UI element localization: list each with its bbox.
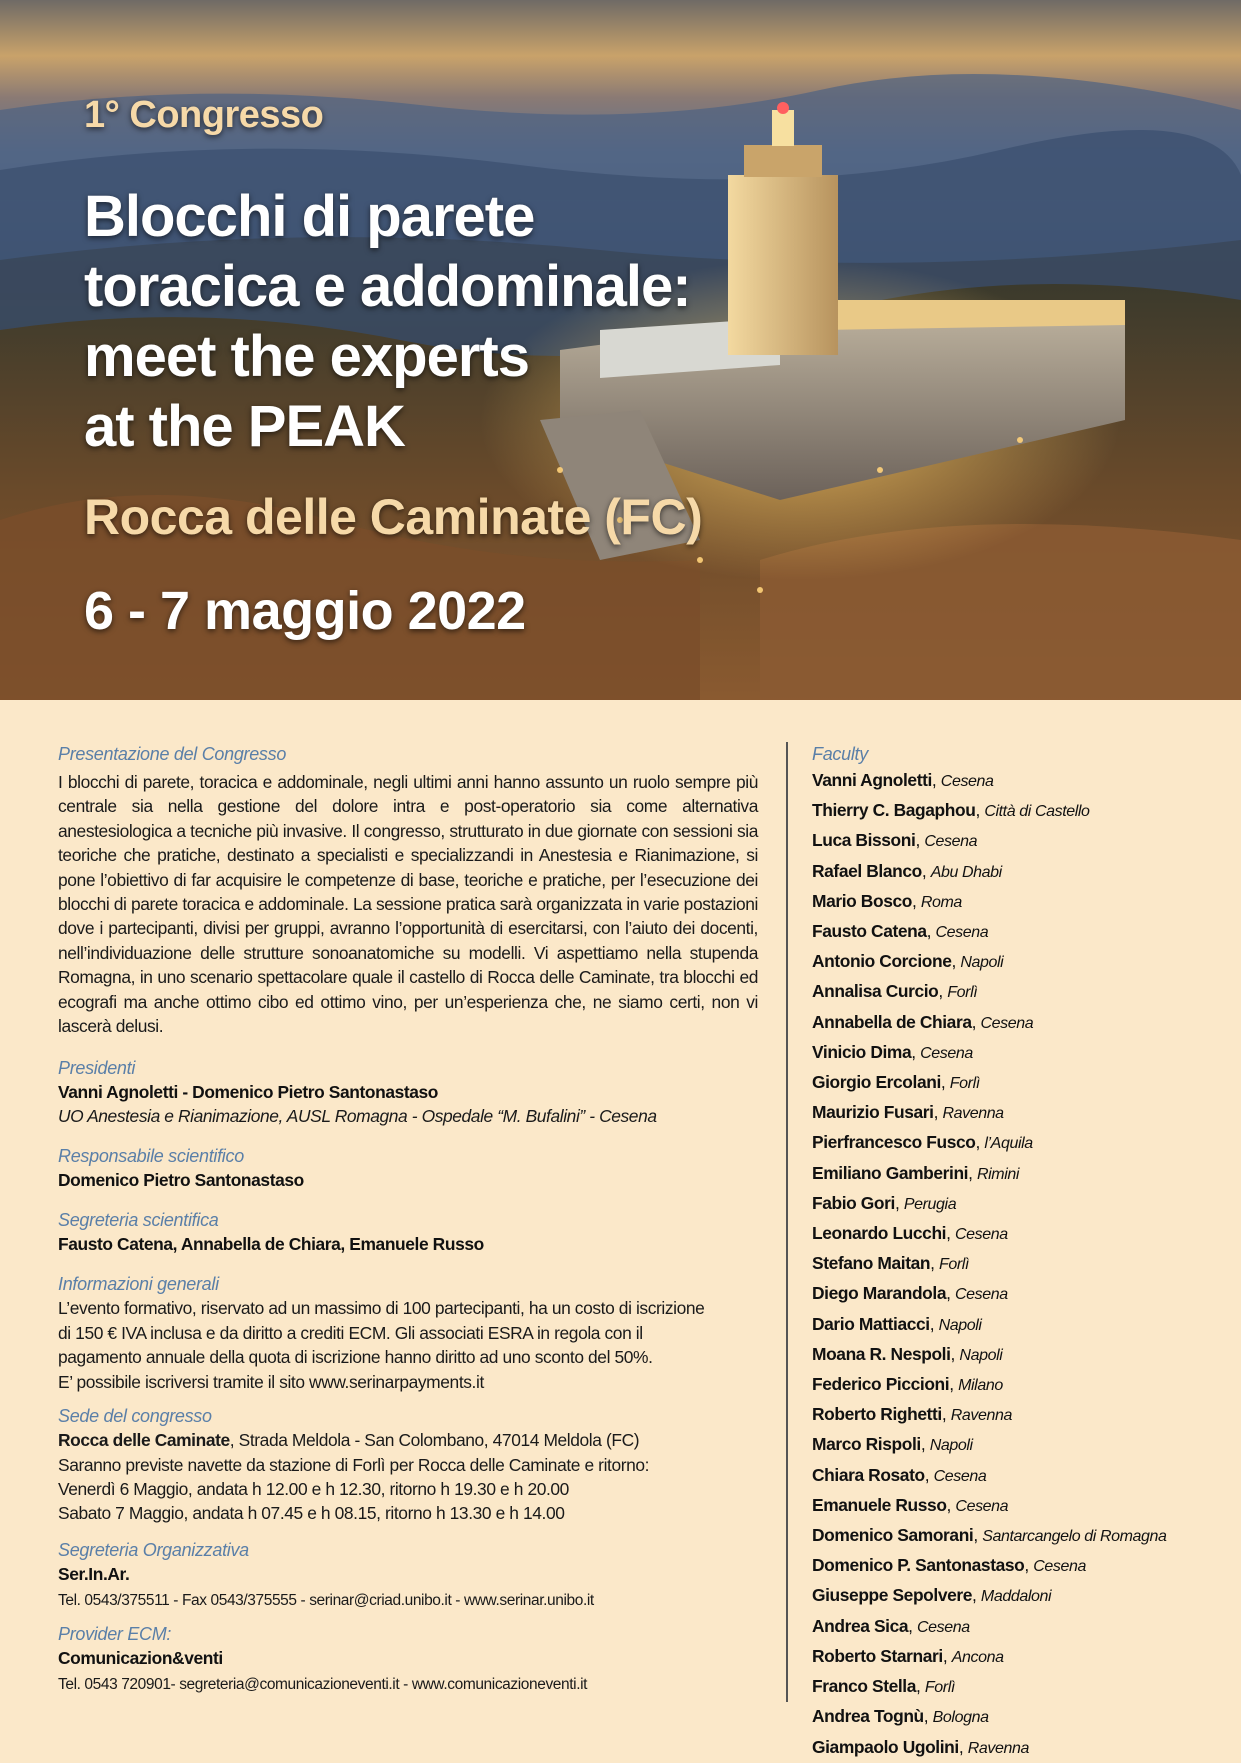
faculty-member-name: Roberto Righetti <box>812 1404 942 1425</box>
presidenti-names: Vanni Agnoletti - Domenico Pietro Santonastaso <box>58 1082 439 1103</box>
faculty-member-city: Cesena <box>917 1618 970 1636</box>
faculty-member-city: Napoli <box>938 1316 982 1334</box>
informazioni-line: di 150 € IVA inclusa e da diritto a crediti ECM. Gli associati ESRA in regola con il <box>58 1322 643 1343</box>
faculty-member: Domenico P. Santonastaso, Cesena <box>812 1555 1086 1576</box>
sede-address: , Strada Meldola - San Colombano, 47014 Meldola (FC) <box>229 1430 640 1451</box>
faculty-list <box>812 766 1232 1763</box>
faculty-member: Fabio Gori, Perugia <box>812 1192 957 1213</box>
faculty-member-name: Giuseppe Sepolvere <box>812 1585 973 1606</box>
faculty-member-city: Napoli <box>959 1346 1003 1364</box>
sede-venue: Rocca delle Caminate <box>58 1430 230 1451</box>
faculty-member-name: Andrea Tognù <box>812 1706 924 1727</box>
faculty-member-city: Cesena <box>940 773 994 790</box>
sede-address-line <box>58 1428 758 1452</box>
informazioni-line: pagamento annuale della quota di iscrizione hanno diritto ad uno sconto del 50%. <box>58 1347 653 1368</box>
faculty-member-name: Dario Mattiacci <box>812 1313 930 1334</box>
faculty-member-name: Domenico P. Santonastaso <box>812 1555 1025 1576</box>
faculty-member-name: Giorgio Ercolani <box>812 1072 941 1093</box>
faculty-member: Vanni Agnoletti, Cesena <box>812 770 994 790</box>
faculty-member-name: Annabella de Chiara <box>812 1011 972 1032</box>
congress-place: Rocca delle Caminate (FC) <box>84 489 703 545</box>
sede-heading: Sede del congresso <box>58 1406 212 1427</box>
faculty-member: Franco Stella, Forlì <box>812 1676 955 1697</box>
faculty-member: Giampaolo Ugolini, Ravenna <box>812 1736 1029 1757</box>
faculty-member: Annabella de Chiara, Cesena <box>812 1011 1034 1032</box>
faculty-member: Giuseppe Sepolvere, Maddaloni <box>812 1585 1052 1606</box>
title-line: at the PEAK <box>84 394 405 459</box>
faculty-member-name: Stefano Maitan <box>812 1253 931 1274</box>
title-line: toracica e addominale: <box>84 254 691 319</box>
faculty-member: Mario Bosco, Roma <box>812 890 962 911</box>
faculty-member-city: Bologna <box>932 1709 989 1727</box>
faculty-member-name: Andrea Sica <box>812 1615 909 1636</box>
faculty-member-name: Leonardo Lucchi <box>812 1223 947 1244</box>
presentazione-text: I blocchi di parete, toracica e addominale, negli ultimi anni hanno assunto un ruolo sempre più centrale sia nella gestione del dolore intra e post-operatorio sia come alternativa anestesiologica a tecniche più invasive. Il congresso, strutturato in due giornate con sessioni sia teoriche che pratiche, destinato a specialisti e specializzandi in Anestesia e Rianimazione, si pone l’obiettivo di far acquisire le competenze di base, teoriche e pratiche, per l’esecuzione dei blocchi di parete toracica e addominale. La sessione pratica sarà organizzata in varie postazioni dove i partecipanti, divisi per gruppi, avranno l’opportunità di esercitarsi, con l’aiuto dei docenti, nell’individuazione delle strutture sonoanatomiche su modelli. Vi aspettiamo nella stupenda Romagna, in uno scenario spettacolare quale il castello di Rocca delle Caminate, tra blocchi ed ecografi ma anche ottimo cibo ed ottimo vino, per un’esperienza che, ne siamo certi, non vi lascerà delusi. <box>58 772 758 1037</box>
faculty-member-city: Ravenna <box>942 1105 1004 1123</box>
faculty-member: Moana R. Nespoli, Napoli <box>812 1343 1003 1364</box>
faculty-member: Chiara Rosato, Cesena <box>812 1464 987 1485</box>
informazioni-line: E’ possibile iscriversi tramite il sito www.serinarpayments.it <box>58 1371 484 1392</box>
provider-heading: Provider ECM: <box>58 1623 172 1644</box>
provider-name: Comunicazion&venti <box>58 1647 223 1668</box>
presidenti-heading: Presidenti <box>58 1058 136 1079</box>
faculty-member: Roberto Righetti, Ravenna <box>812 1404 1012 1425</box>
hero-banner <box>0 0 1241 700</box>
faculty-member-city: Forlì <box>924 1679 955 1697</box>
faculty-member: Roberto Starnari, Ancona <box>812 1645 1004 1666</box>
faculty-member-city: Cesena <box>955 1497 1009 1515</box>
faculty-member-name: Fausto Catena <box>812 921 927 942</box>
title-line: Blocchi di parete <box>84 184 535 249</box>
segreteria-scientifica-names: Fausto Catena, Annabella de Chiara, Emanuele Russo <box>58 1234 484 1255</box>
faculty-member: Annalisa Curcio, Forlì <box>812 981 978 1002</box>
responsabile-name: Domenico Pietro Santonastaso <box>58 1170 304 1191</box>
faculty-member-city: Perugia <box>903 1195 957 1213</box>
faculty-member-city: Ancona <box>951 1648 1004 1666</box>
faculty-member-name: Fabio Gori <box>812 1192 895 1213</box>
faculty-member-city: Forlì <box>949 1075 980 1093</box>
title-line: meet the experts <box>84 324 529 389</box>
faculty-member: Federico Piccioni, Milano <box>812 1374 1003 1395</box>
faculty-member-name: Annalisa Curcio <box>812 981 939 1002</box>
faculty-member-city: Ravenna <box>950 1407 1012 1425</box>
segreteria-org-heading: Segreteria Organizzativa <box>58 1539 249 1560</box>
segreteria-org-contact: Tel. 0543/375511 - Fax 0543/375555 - serinar@criad.unibo.it - www.serinar.unibo.it <box>58 1591 594 1609</box>
faculty-member: Rafael Blanco, Abu Dhabi <box>812 860 1002 881</box>
faculty-member: Marco Rispoli, Napoli <box>812 1434 973 1455</box>
informazioni-line: L’evento formativo, riservato ad un massimo di 100 partecipanti, ha un costo di iscrizione <box>58 1298 705 1319</box>
faculty-member: Dario Mattiacci, Napoli <box>812 1313 982 1334</box>
faculty-member: Diego Marandola, Cesena <box>812 1283 1008 1304</box>
faculty-member-name: Antonio Corcione <box>812 951 952 972</box>
faculty-column <box>786 742 1228 1757</box>
faculty-member-city: Cesena <box>933 1467 987 1485</box>
faculty-member-name: Chiara Rosato <box>812 1464 925 1485</box>
sede-line: Venerdì 6 Maggio, andata h 12.00 e h 12.30, ritorno h 19.30 e h 20.00 <box>58 1478 569 1499</box>
faculty-member-name: Mario Bosco <box>812 890 912 911</box>
sede-line: Saranno previste navette da stazione di Forlì per Rocca delle Caminate e ritorno: <box>58 1454 650 1475</box>
faculty-member-name: Marco Rispoli <box>812 1434 921 1455</box>
faculty-member-name: Rafael Blanco <box>812 860 922 881</box>
faculty-member-city: Forlì <box>938 1256 969 1274</box>
congress-title <box>84 182 724 462</box>
faculty-member: Emiliano Gamberini, Rimini <box>812 1162 1020 1183</box>
faculty-member-name: Federico Piccioni <box>812 1374 950 1395</box>
faculty-member-name: Emiliano Gamberini <box>812 1162 969 1183</box>
info-column <box>58 742 758 1696</box>
faculty-member: Leonardo Lucchi, Cesena <box>812 1223 1008 1244</box>
faculty-member-name: Vanni Agnoletti <box>812 770 932 790</box>
faculty-member-city: Abu Dhabi <box>930 863 1002 881</box>
faculty-member: Pierfrancesco Fusco, l’Aquila <box>812 1132 1033 1153</box>
presidenti-affiliation: UO Anestesia e Rianimazione, AUSL Romagna - Ospedale “M. Bufalini” - Cesena <box>58 1106 657 1127</box>
faculty-member: Fausto Catena, Cesena <box>812 921 989 942</box>
faculty-member: Thierry C. Bagaphou, Città di Castello <box>812 800 1090 821</box>
faculty-member-name: Luca Bissoni <box>812 830 916 851</box>
faculty-member-city: Ravenna <box>967 1739 1029 1757</box>
faculty-member: Vinicio Dima, Cesena <box>812 1041 973 1062</box>
congress-date: 6 - 7 maggio 2022 <box>84 581 526 641</box>
responsabile-heading: Responsabile scientifico <box>58 1146 244 1167</box>
faculty-member-name: Emanuele Russo <box>812 1494 947 1515</box>
faculty-member-city: Napoli <box>960 954 1004 972</box>
faculty-member-city: l’Aquila <box>984 1135 1033 1153</box>
faculty-member-city: Milano <box>958 1377 1003 1395</box>
faculty-member-city: Maddaloni <box>980 1588 1052 1606</box>
faculty-member: Maurizio Fusari, Ravenna <box>812 1102 1004 1123</box>
faculty-member-city: Cesena <box>980 1014 1034 1032</box>
congress-edition: 1° Congresso <box>84 94 324 136</box>
faculty-member: Giorgio Ercolani, Forlì <box>812 1072 980 1093</box>
faculty-member-city: Cesena <box>954 1226 1008 1244</box>
faculty-member-name: Moana R. Nespoli <box>812 1343 951 1364</box>
provider-contact: Tel. 0543 720901- segreteria@comunicazioneventi.it - www.comunicazioneventi.it <box>58 1675 588 1693</box>
faculty-member: Andrea Sica, Cesena <box>812 1615 970 1636</box>
faculty-member-name: Diego Marandola <box>812 1283 947 1304</box>
faculty-member-city: Cesena <box>1033 1558 1086 1576</box>
faculty-member-city: Cesena <box>955 1286 1008 1304</box>
faculty-member-name: Franco Stella <box>812 1676 917 1697</box>
faculty-member-city: Cesena <box>920 1044 973 1062</box>
faculty-member-city: Roma <box>920 893 962 911</box>
faculty-member-city: Santarcangelo di Romagna <box>982 1528 1167 1546</box>
faculty-member-city: Cesena <box>935 924 989 942</box>
faculty-member-name: Domenico Samorani <box>812 1525 974 1546</box>
faculty-member-city: Città di Castello <box>984 803 1090 821</box>
segreteria-org-name: Ser.In.Ar. <box>58 1563 130 1584</box>
faculty-member-name: Vinicio Dima <box>812 1041 912 1062</box>
faculty-member-city: Forlì <box>947 984 978 1002</box>
faculty-member: Stefano Maitan, Forlì <box>812 1253 969 1274</box>
faculty-member-name: Thierry C. Bagaphou <box>812 800 976 821</box>
faculty-member: Antonio Corcione, Napoli <box>812 951 1004 972</box>
faculty-member-city: Rimini <box>977 1165 1020 1183</box>
faculty-member-city: Cesena <box>924 833 978 851</box>
informazioni-heading: Informazioni generali <box>58 1274 219 1295</box>
faculty-member-name: Maurizio Fusari <box>812 1102 934 1123</box>
faculty-heading: Faculty <box>812 744 868 764</box>
presentazione-heading: Presentazione del Congresso <box>58 744 287 764</box>
sede-line: Sabato 7 Maggio, andata h 07.45 e h 08.15, ritorno h 13.30 e h 14.00 <box>58 1503 565 1524</box>
faculty-member-name: Pierfrancesco Fusco <box>812 1132 976 1153</box>
faculty-member-city: Napoli <box>929 1437 973 1455</box>
faculty-member: Emanuele Russo, Cesena <box>812 1494 1009 1515</box>
faculty-member-name: Roberto Starnari <box>812 1645 943 1666</box>
segreteria-scientifica-heading: Segreteria scientifica <box>58 1210 219 1231</box>
faculty-member: Andrea Tognù, Bologna <box>812 1706 989 1727</box>
faculty-member: Domenico Samorani, Santarcangelo di Romagna <box>812 1525 1167 1546</box>
faculty-member: Luca Bissoni, Cesena <box>812 830 978 851</box>
faculty-member-name: Giampaolo Ugolini <box>812 1736 959 1757</box>
